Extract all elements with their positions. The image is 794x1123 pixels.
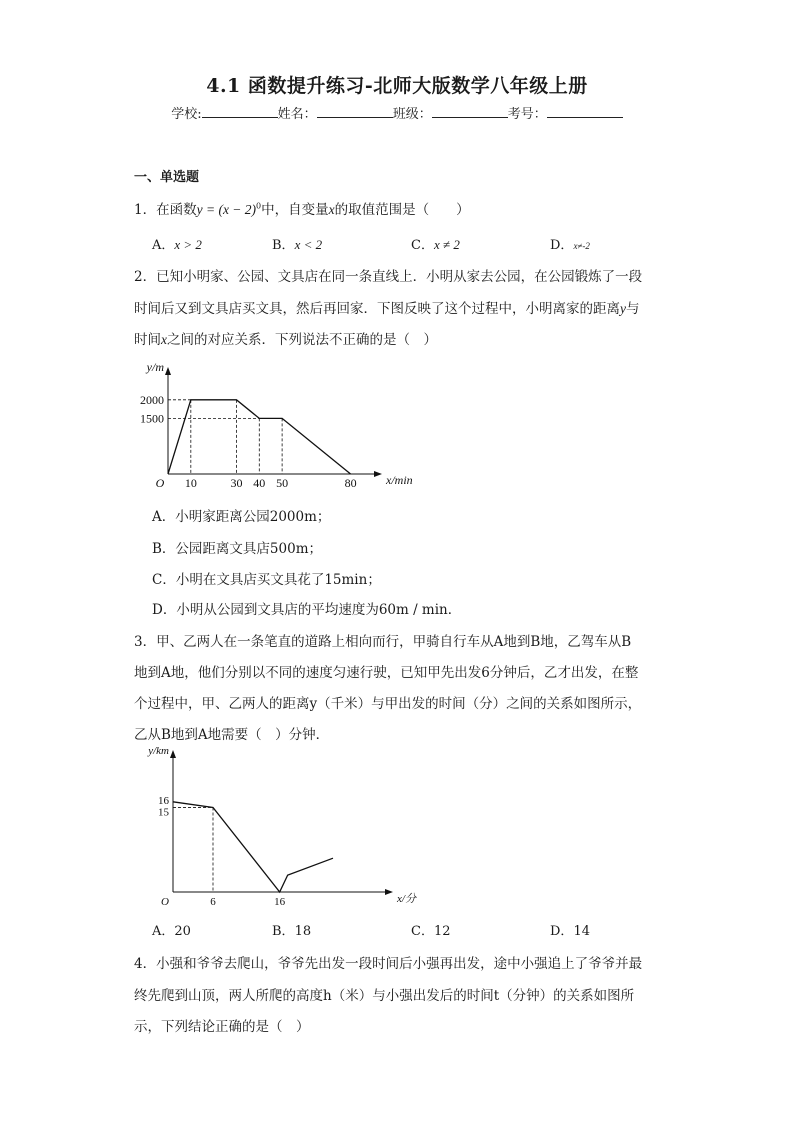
q4-stem-line3: 示，下列结论正确的是（ ） — [134, 1019, 310, 1035]
class-label: 班级： — [392, 107, 432, 122]
series-line — [168, 400, 351, 474]
q3-stem-line1: 3．甲、乙两人在一条笔直的道路上相向而行，甲骑自行车从A地到B地，乙驾车从B — [134, 634, 632, 650]
x-tick-label-30: 30 — [230, 476, 243, 490]
x-tick-label-10: 10 — [184, 476, 197, 490]
x-tick-label-40: 40 — [253, 476, 266, 490]
origin-label: O — [155, 476, 165, 490]
student-info-line — [0, 103, 794, 122]
q3-option-a[interactable]: A．20 — [152, 924, 191, 939]
q2-stem-line2: 时间后又到文具店买文具，然后再回家．下图反映了这个过程中，小明离家的距离y与 — [134, 301, 640, 317]
page-title: 4.1 函数提升练习-北师大版数学八年级上册 — [206, 75, 588, 97]
class-blank[interactable] — [432, 103, 508, 118]
q1-option-b[interactable]: B．x < 2 — [272, 237, 323, 253]
q4-number: 4． — [134, 956, 157, 972]
school-blank[interactable] — [202, 103, 278, 118]
y-axis-arrow — [170, 750, 176, 758]
x-tick-label-16: 16 — [274, 896, 286, 908]
q2-option-a[interactable]: A．小明家距离公园2000m； — [152, 509, 331, 525]
series-line — [173, 802, 333, 892]
q4-stem-line1: 4．小强和爷爷去爬山，爷爷先出发一段时间后小强再出发，途中小强追上了爷爷并最 — [134, 956, 643, 972]
origin-label: O — [161, 896, 169, 908]
id-blank[interactable] — [547, 103, 623, 118]
q2-option-c[interactable]: C．小明在文具店买文具花了15min； — [152, 572, 381, 588]
q3-stem-line4: 乙从B地到A地需要（ ）分钟． — [134, 727, 330, 743]
x-axis-arrow — [374, 471, 382, 477]
q3-number: 3． — [134, 634, 157, 650]
y-axis-arrow — [165, 367, 171, 375]
q2-distance-time-graph — [120, 350, 420, 498]
x-axis-label: x/分 — [397, 893, 416, 905]
x-tick-label-6: 6 — [210, 896, 216, 908]
y-tick-label-1500: 1500 — [140, 411, 164, 426]
q3-stem-line2: 地到A地，他们分别以不同的速度匀速行驶，已知甲先出发6分钟后，乙才出发，在整 — [134, 665, 639, 681]
q1-formula: y = (x − 2) — [196, 202, 257, 217]
q3-option-b[interactable]: B．18 — [272, 924, 312, 939]
q3-option-c[interactable]: C．12 — [411, 924, 451, 939]
q1-option-a[interactable]: A．x > 2 — [152, 237, 202, 253]
y-tick-label-2000: 2000 — [140, 392, 164, 407]
x-axis-arrow — [385, 889, 393, 895]
name-label: 姓名： — [277, 107, 317, 122]
y-axis-label: y/m — [146, 360, 164, 374]
q3-stem-line3: 个过程中，甲、乙两人的距离y（千米）与甲出发的时间（分）之间的关系如图所示， — [134, 696, 642, 712]
q4-stem-line2: 终先爬到山顶，两人所爬的高度h（米）与小强出发后的时间t（分钟）的关系如图所 — [134, 988, 635, 1004]
y-tick-label-15: 15 — [158, 806, 169, 819]
x-axis-label: x/min — [386, 473, 413, 487]
x-tick-label-50: 50 — [276, 476, 289, 490]
q2-option-b[interactable]: B．公园距离文具店500m； — [152, 541, 322, 557]
school-label: 学校: — [171, 107, 202, 122]
q1-option-d[interactable]: D．x≠-2 — [550, 238, 590, 253]
q3-distance-time-graph — [135, 745, 416, 912]
q1-stem: 1．在函数$y = (x - 2)^0$中，自变量x的取值范围是（ ） — [134, 201, 470, 218]
x-tick-label-80: 80 — [344, 476, 357, 490]
q2-number: 2． — [134, 269, 157, 285]
y-axis-label: y/km — [148, 745, 169, 757]
q2-option-d[interactable]: D．小明从公园到文具店的平均速度为60m / min． — [152, 602, 462, 618]
q2-stem-line1: 2．已知小明家、公园、文具店在同一条直线上．小明从家去公园，在公园锻炼了一段 — [134, 269, 643, 285]
q1-option-c[interactable]: C．x ≠ 2 — [411, 237, 460, 253]
y-tick-label-16: 16 — [158, 794, 169, 807]
id-label: 考号： — [507, 107, 547, 122]
q1-number: 1． — [134, 202, 157, 218]
q2-stem-line3: 时间x之间的对应关系．下列说法不正确的是（ ） — [134, 332, 437, 348]
name-blank[interactable] — [317, 103, 393, 118]
q3-option-d[interactable]: D．14 — [550, 924, 590, 939]
section-heading: 一、单选题 — [134, 170, 200, 185]
